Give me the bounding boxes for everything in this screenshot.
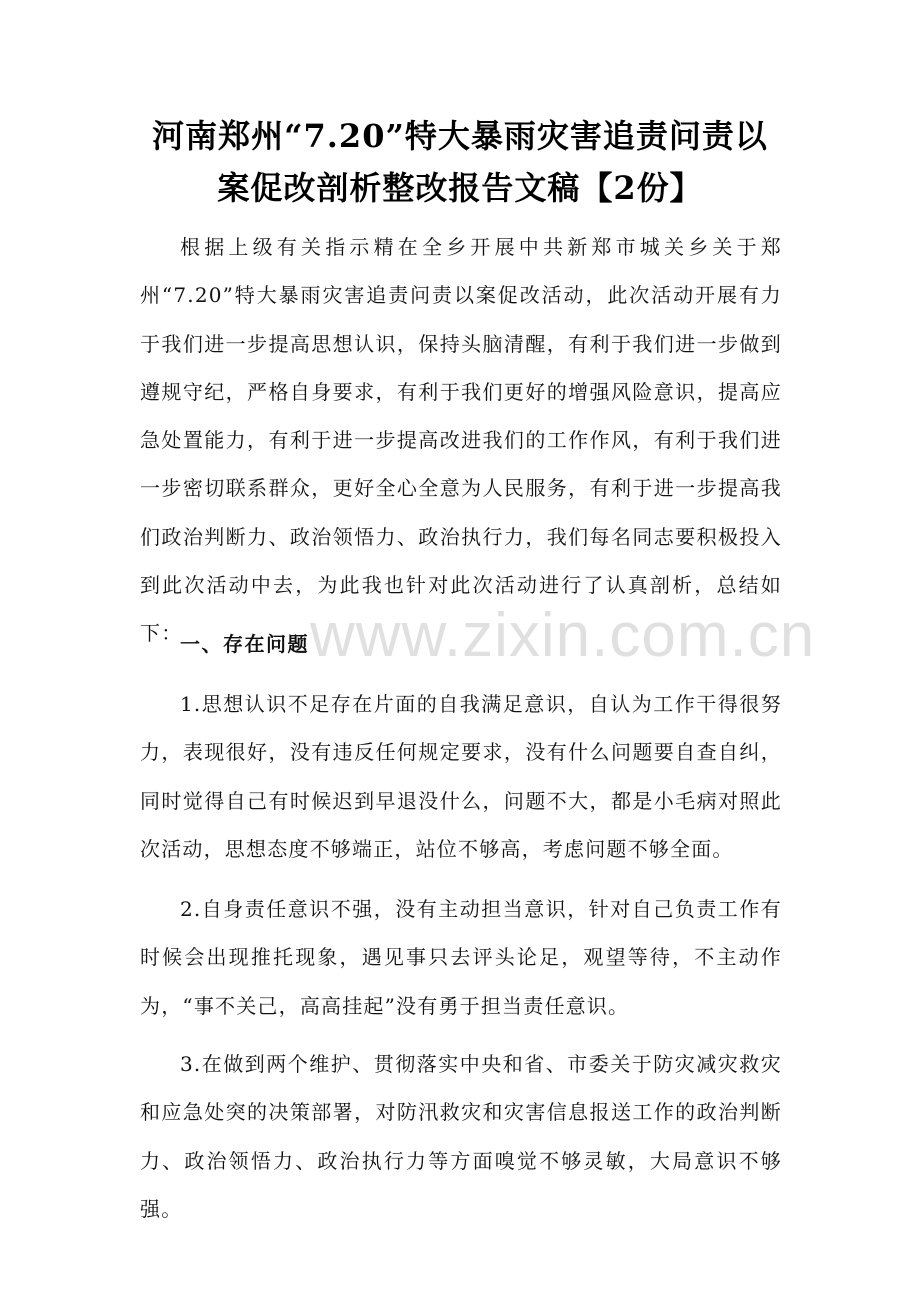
intro-paragraph: 根据上级有关指示精在全乡开展中共新郑市城关乡关于郑州“7.20”特大暴雨灾害追责问责以案促改活动，此次活动开展有力于我们进一步提高思想认识，保持头脑清醒，有利于我们进一步做到遵规守纪，严格自身要求，有利于我们更好的增强风险意识，提高应急处置能力，有利于进一步提高改进我们的工作作风，有利于我们进一步密切联系群众，更好全心全意为人民服务，有利于进一步提高我们政治判断力、政治领悟力、政治执行力，我们每名同志要积极投入到此次活动中去，为此我也针对此次活动进行了认真剖析，总结如下： [140, 235, 782, 646]
watermark: www.zixin.com.cn [310, 601, 816, 670]
problem-item-2: 2.自身责任意识不强，没有主动担当意识，针对自己负责工作有时候会出现推托现象，遇见事只去评头论足，观望等待，不主动作为，“事不关己，高高挂起”没有勇于担当责任意识。 [140, 897, 782, 1018]
section-heading-problems: 一、存在问题 [180, 632, 309, 656]
document-title: 河南郑州“7.20”特大暴雨灾害追责问责以案促改剖析整改报告文稿【2份】 [152, 117, 768, 207]
problem-item-1: 1.思想认识不足存在片面的自我满足意识，自认为工作干得很努力，表现很好，没有违反任何规定要求，没有什么问题要自查自纠，同时觉得自己有时候迟到早退没什么，问题不大，都是小毛病对照此次活动，思想态度不够端正，站位不够高，考虑问题不够全面。 [140, 692, 782, 861]
problem-item-3: 3.在做到两个维护、贯彻落实中央和省、市委关于防灾减灾救灾和应急处突的决策部署，对防汛救灾和灾害信息报送工作的政治判断力、政治领悟力、政治执行力等方面嗅觉不够灵敏，大局意识不够强。 [140, 1052, 782, 1221]
